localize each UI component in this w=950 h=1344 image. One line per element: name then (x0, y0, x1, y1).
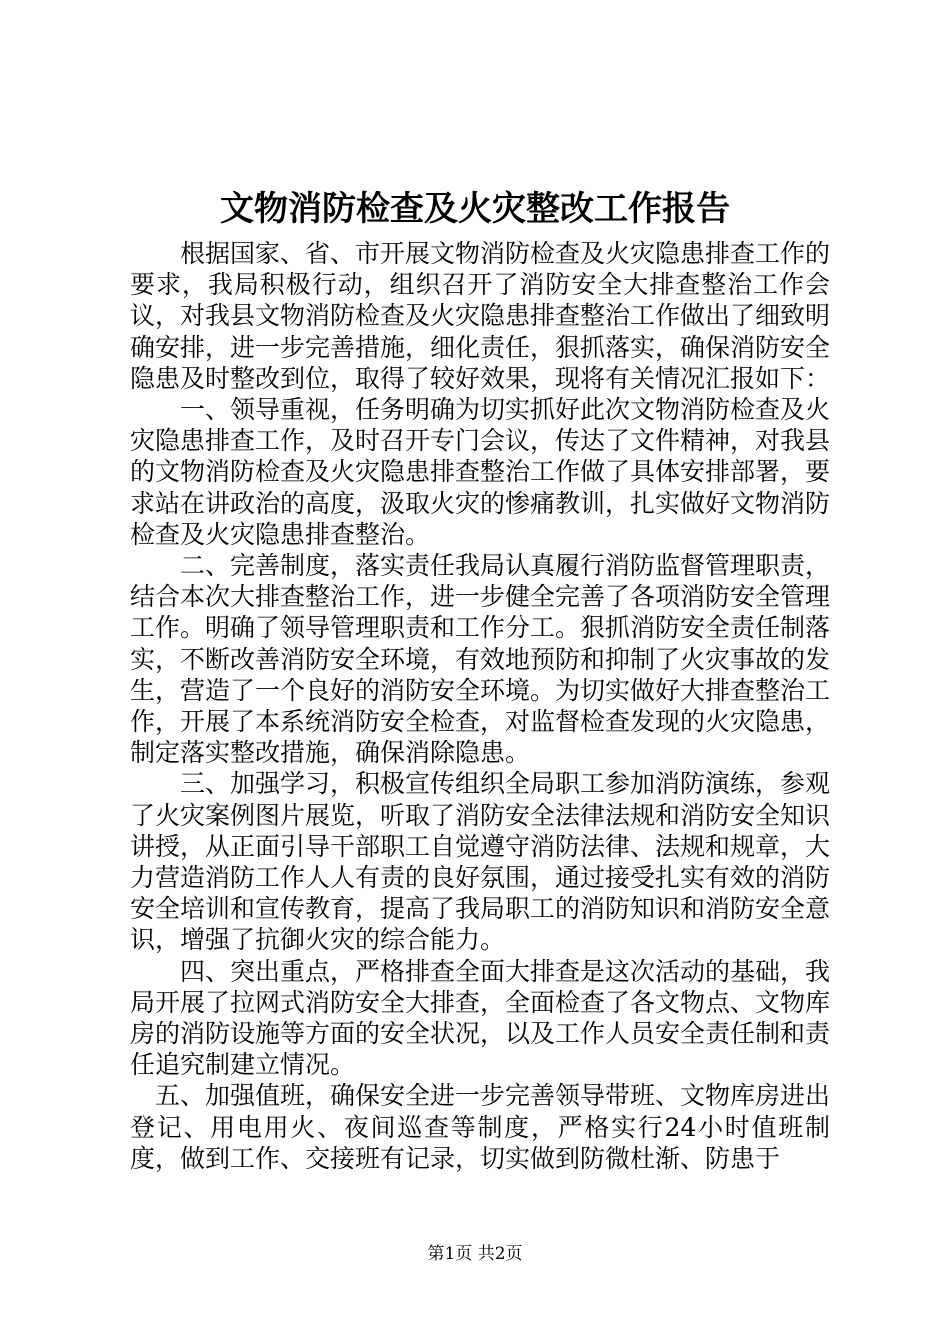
paragraph-section-4: 四、突出重点，严格排查全面大排查是这次活动的基础，我局开展了拉网式消防安全大排查，全面检查了各文物点、文物库房的消防设施等方面的安全状况，以及工作人员安全责任制和责任追究制建立情况。 (130, 956, 831, 1080)
paragraph-section-2: 二、完善制度，落实责任我局认真履行消防监督管理职责，结合本次大排查整治工作，进一步健全完善了各项消防安全管理工作。明确了领导管理职责和工作分工。狠抓消防安全责任制落实，不断改善消防安全环境，有效地预防和抑制了火灾事故的发生，营造了一个良好的消防安全环境。为切实做好大排查整治工作，开展了本系统消防安全检查，对监督检查发现的火灾隐患，制定落实整改措施，确保消除隐患。 (130, 551, 831, 768)
page-number-footer: 第1页 共2页 (427, 1244, 523, 1264)
paragraph-section-5: 五、加强值班，确保安全进一步完善领导带班、文物库房进出登记、用电用火、夜间巡查等制度，严格实行24小时值班制度，做到工作、交接班有记录，切实做到防微杜渐、防患于 (130, 1081, 831, 1173)
paragraph-section-3: 三、加强学习，积极宣传组织全局职工参加消防演练，参观了火灾案例图片展览，听取了消防安全法律法规和消防安全知识讲授，从正面引导干部职工自觉遵守消防法律、法规和规章，大力营造消防工作人人有责的良好氛围，通过接受扎实有效的消防安全培训和宣传教育，提高了我局职工的消防知识和消防安全意识，增强了抗御火灾的综合能力。 (130, 769, 831, 955)
document-title: 文物消防检查及火灾整改工作报告 (220, 189, 730, 229)
paragraph-section-1: 一、领导重视，任务明确为切实抓好此次文物消防检查及火灾隐患排查工作，及时召开专门会议，传达了文件精神，对我县的文物消防检查及火灾隐患排查整治工作做了具体安排部署，要求站在讲政治的高度，汲取火灾的惨痛教训，扎实做好文物消防检查及火灾隐患排查整治。 (130, 395, 831, 549)
document-body (130, 238, 830, 1174)
paragraph-intro: 根据国家、省、市开展文物消防检查及火灾隐患排查工作的要求，我局积极行动，组织召开了消防安全大排查整治工作会议，对我县文物消防检查及火灾隐患排查整治工作做出了细致明确安排，进一步完善措施，细化责任，狠抓落实，确保消防安全隐患及时整改到位，取得了较好效果，现将有关情况汇报如下： (130, 239, 831, 393)
